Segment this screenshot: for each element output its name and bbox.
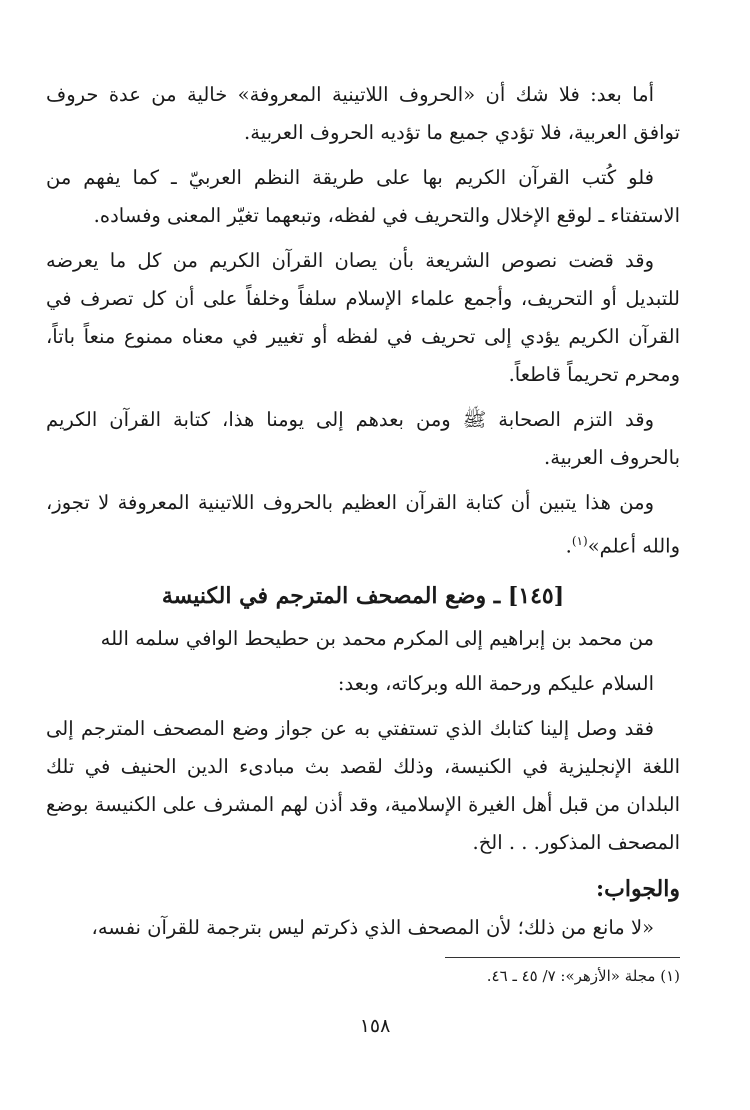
letter-greeting: السلام عليكم ورحمة الله وبركاته، وبعد: [337,671,654,695]
paragraph-intro: أما بعد: فلا شك أن «الحروف اللاتينية المعروفة» خالية من عدة حروف توافق العربية، فلا تؤدي جميع ما تؤديه الحروف العربية. [46,83,680,144]
answer-label: والجواب: [596,875,680,902]
letter-question: فقد وصل إلينا كتابك الذي تستفتي به عن جواز وضع المصحف المترجم إلى اللغة الإنجليزية في الكنيسة، وذلك لقصد بث مبادىء الدين الحنيف في تلك البلدان من قبل أهل الغيرة الإسلامية، وقد أذن لهم المشرف على الكنيسة بوضع المصحف المذكور. . . الخ. [46,716,680,854]
paragraph-sharia: وقد قضت نصوص الشريعة بأن يصان القرآن الكريم من كل ما يعرضه للتبديل أو التحريف، وأجمع علماء الإسلام سلفاً وخلفاً على أن كل تصرف في القرآن الكريم يؤدي إلى تحريف في لفظه أو تغيير في معناه ممنوع منعاً باتاً، ومحرم تحريماً قاطعاً. [46,249,680,386]
answer-start: «لا مانع من ذلك؛ لأن المصحف الذي ذكرتم ليس بترجمة للقرآن نفسه، [91,915,654,939]
conclusion-text: ومن هذا يتبين أن كتابة القرآن العظيم بالحروف اللاتينية المعروفة لا تجوز، والله أعلم» [46,491,680,558]
paragraph-distortion: فلو كُتب القرآن الكريم بها على طريقة النظم العربيّ ـ كما يفهم من الاستفتاء ـ لوقع الإخلال والتحريف في لفظه، وتبعهما تغيّر المعنى وفساده. [46,166,680,227]
main-text [46,76,680,954]
conclusion-end: . [565,534,572,558]
footnote: (١) مجلة «الأزهر»: ٧/ ٤٥ ـ ٤٦. [486,967,680,985]
page-number: ١٥٨ [359,1015,391,1037]
footnote-divider [445,957,680,958]
footnote-reference: (١) [571,534,588,548]
paragraph-companions: وقد التزم الصحابة ﷺ ومن بعدهم إلى يومنا هذا، كتابة القرآن الكريم بالحروف العربية. [46,408,680,469]
section-heading: [١٤٥] ـ وضع المصحف المترجم في الكنيسة [161,582,565,609]
letter-from-line: من محمد بن إبراهيم إلى المكرم محمد بن حطيحط الوافي سلمه الله [100,626,654,650]
paragraph-conclusion [46,484,680,566]
